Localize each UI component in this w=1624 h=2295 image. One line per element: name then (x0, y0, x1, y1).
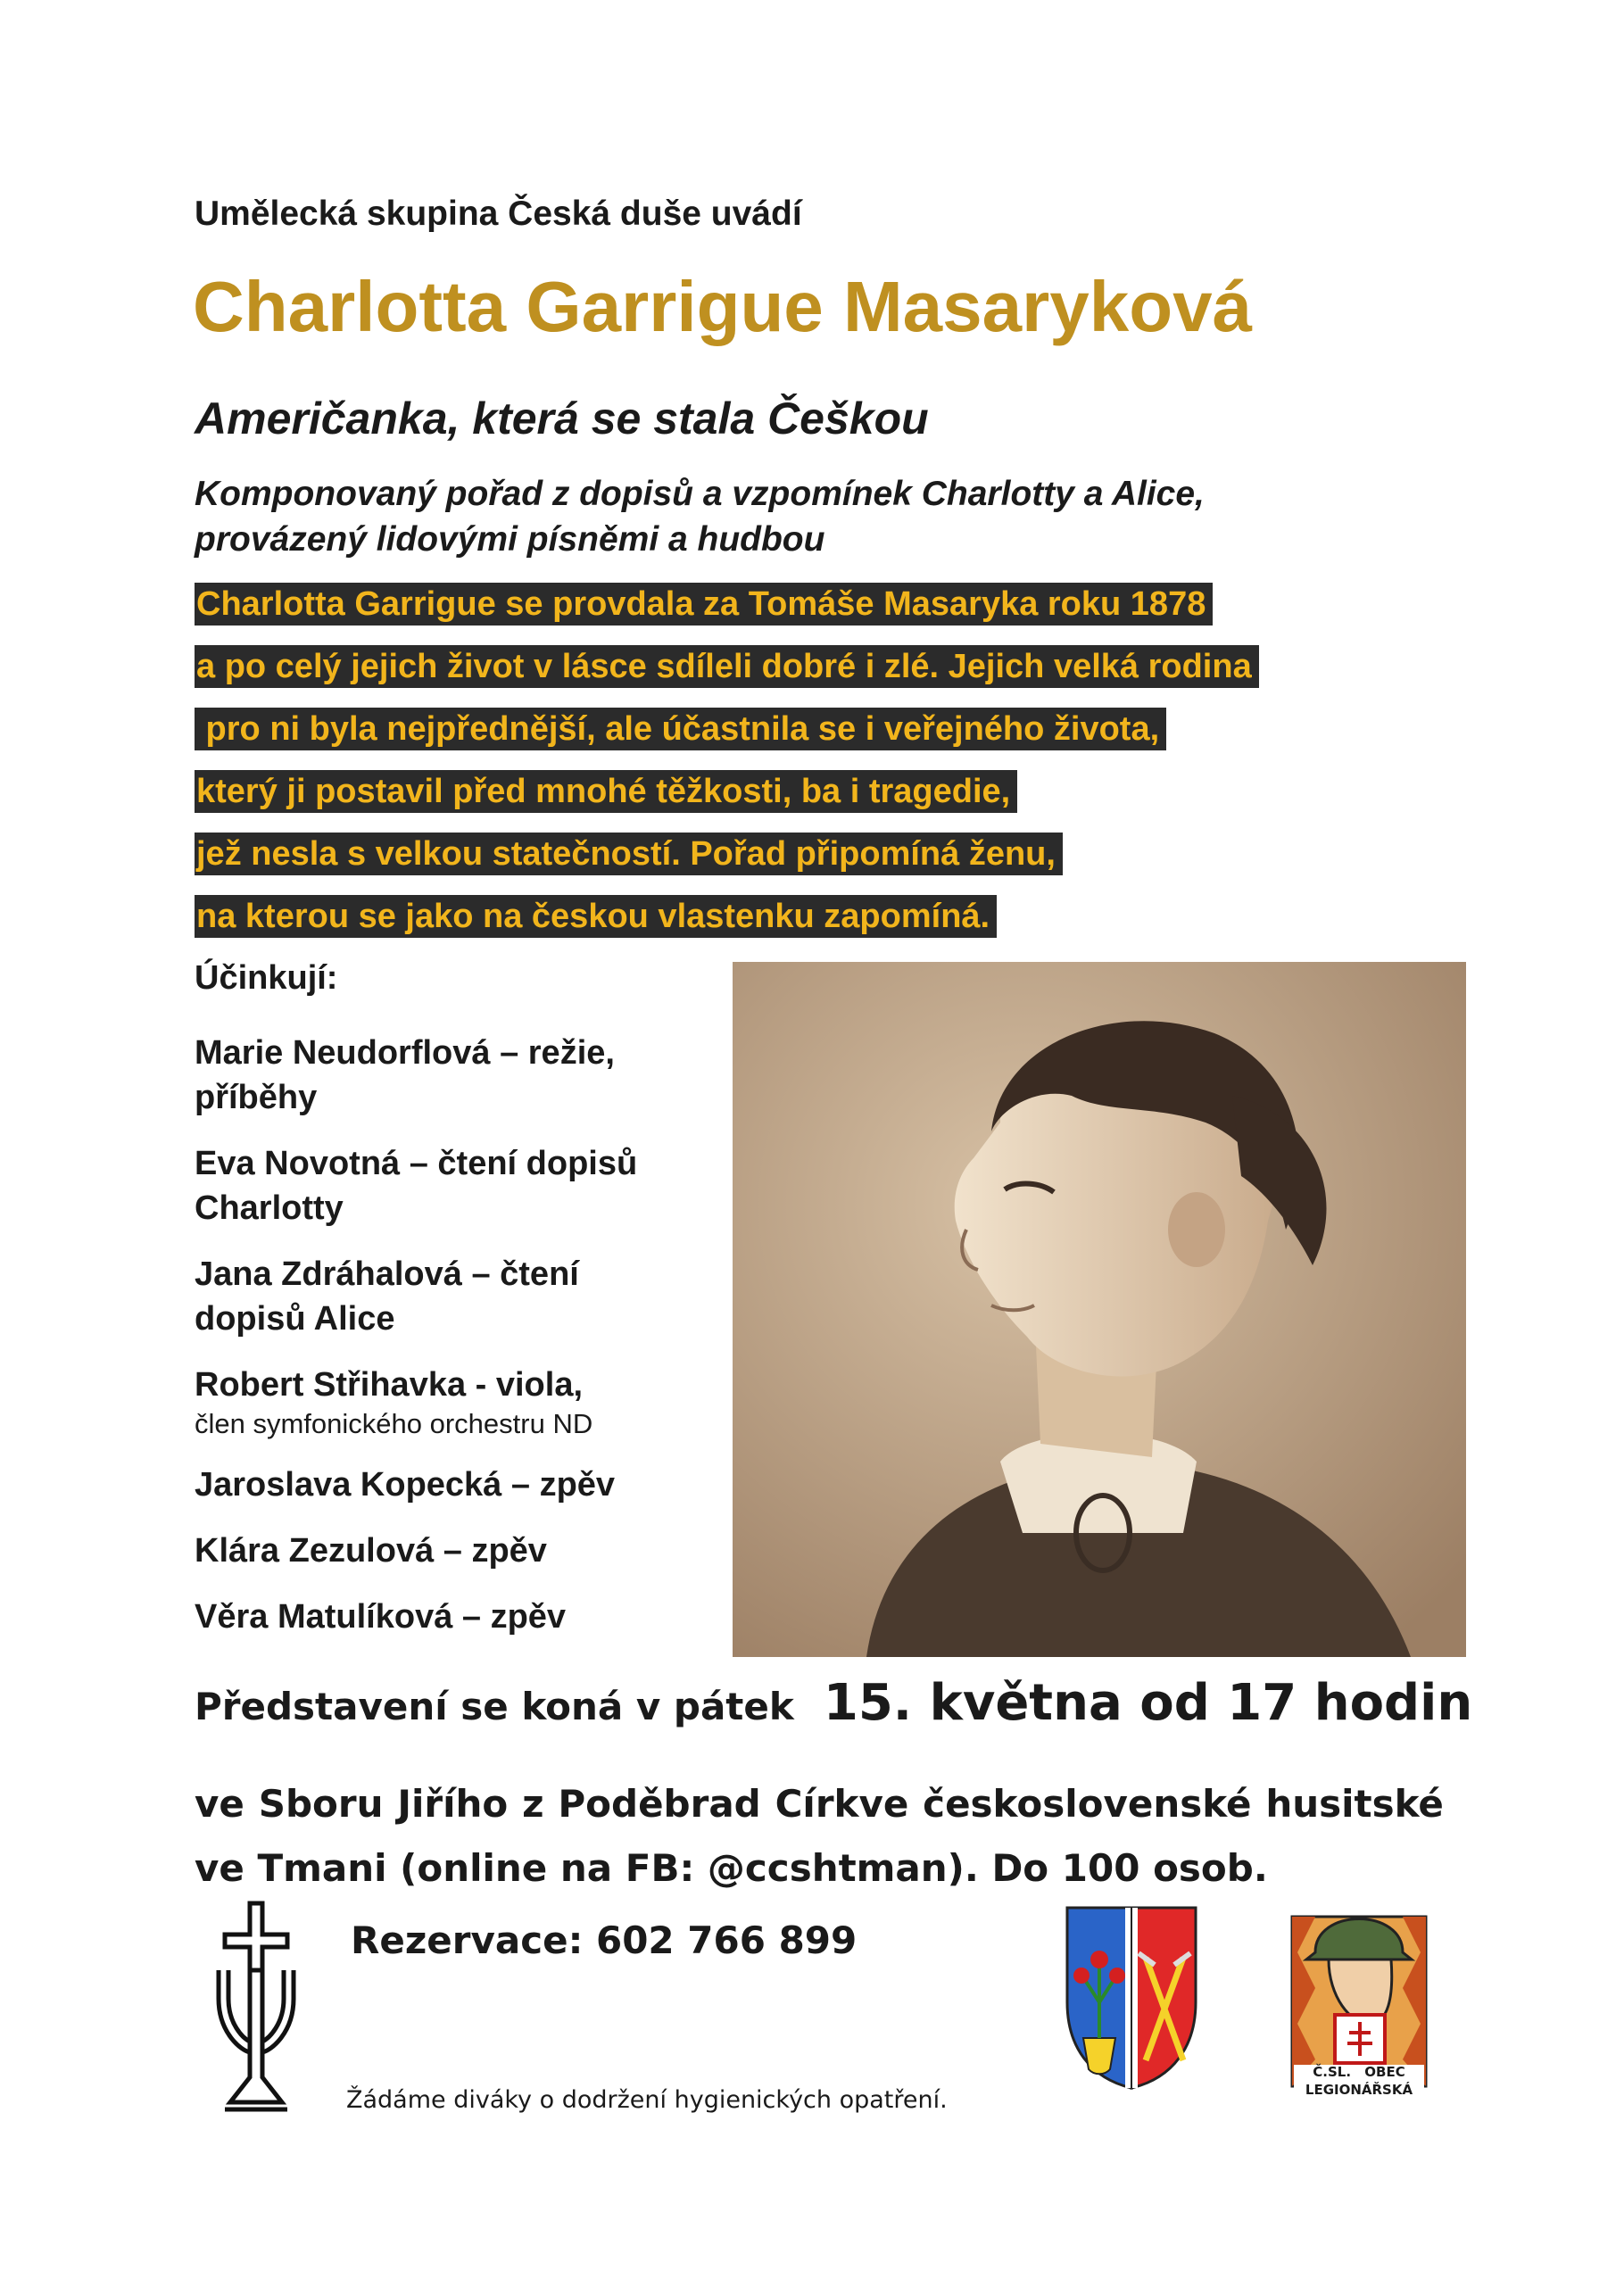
cast-line: Jaroslava Kopecká – zpěv (195, 1466, 616, 1504)
venue-text (195, 1772, 1444, 1901)
venue-word: husitské (1265, 1782, 1444, 1826)
reservation-phone: Rezervace: 602 766 899 (351, 1918, 858, 1962)
highlight-line: Charlotta Garrigue se provdala za Tomáše Masaryka roku 1878 (195, 583, 1213, 626)
cast-list (195, 1031, 730, 1661)
venue-word: Církve (775, 1782, 909, 1826)
highlight-line: jež nesla s velkou statečností. Pořad připomíná ženu, (195, 833, 1063, 875)
highlight-line: a po celý jejich život v lásce sdíleli dobré i zlé. Jejich velká rodina (195, 645, 1259, 688)
performance-lead: Představení se koná v pátek (195, 1685, 794, 1728)
cast-note: člen symfonického orchestru ND (195, 1408, 593, 1439)
cast-line: Charlotty (195, 1189, 344, 1227)
highlight-line: pro ni byla nejpřednější, ale účastnila se i veřejného života, (195, 708, 1166, 750)
venue-line: ve Tmani (online na FB: @ccshtman). Do 100 osob. (195, 1846, 1268, 1890)
cast-line: Robert Střihavka - viola, (195, 1366, 584, 1404)
description-line: provázený lidovými písněmi a hudbou (195, 520, 825, 559)
legion-association-logo (1288, 1890, 1429, 2104)
cast-member (195, 1529, 730, 1573)
venue-word: Poděbrad (558, 1782, 761, 1826)
highlight-line: na kterou se jako na českou vlastenku zapomíná. (195, 895, 997, 938)
cast-heading: Účinkují: (195, 959, 338, 997)
venue-word: z (522, 1782, 544, 1826)
venue-word: Sboru (258, 1782, 384, 1826)
description-line: Komponovaný pořad z dopisů a vzpomínek Charlotty a Alice, (195, 475, 1205, 513)
highlight-line: který ji postavil před mnohé těžkosti, ba i tragedie, (195, 770, 1017, 813)
cast-member (195, 1462, 730, 1507)
cast-line: Eva Novotná – čtení dopisů (195, 1145, 638, 1182)
portrait-photo (733, 962, 1466, 1657)
cast-line: dopisů Alice (195, 1300, 395, 1338)
cast-member (195, 1141, 730, 1230)
cast-member (195, 1595, 730, 1639)
venue-line (195, 1772, 1444, 1836)
venue-word: československé (923, 1782, 1252, 1826)
cast-line: Klára Zezulová – zpěv (195, 1532, 547, 1570)
legion-text: LEGIONÁŘSKÁ (1305, 2082, 1413, 2098)
highlighted-text-block (195, 583, 1259, 957)
cast-line: Jana Zdráhalová – čtení (195, 1255, 579, 1293)
cast-line: Marie Neudorflová – režie, (195, 1034, 615, 1072)
event-description (195, 471, 1205, 562)
hygiene-notice: Žádáme diváky o dodržení hygienických opatření. (346, 2086, 948, 2114)
cast-line: příběhy (195, 1079, 318, 1116)
venue-word: Jiřího (397, 1782, 509, 1826)
performance-date: 15. května od 17 hodin (823, 1674, 1473, 1732)
legion-text: OBEC (1364, 2064, 1405, 2080)
event-title: Charlotta Garrigue Masaryková (193, 267, 1253, 346)
presenter-line: Umělecká skupina Česká duše uvádí (195, 195, 802, 233)
chalice-cross-logo (214, 1899, 298, 2113)
performance-line (195, 1674, 1472, 1732)
municipal-crest-logo (1064, 1904, 1199, 2092)
cast-member (195, 1031, 730, 1120)
event-subtitle: Američanka, která se stala Češkou (195, 394, 929, 443)
cast-member (195, 1363, 730, 1441)
cast-member (195, 1252, 730, 1341)
cast-line: Věra Matulíková – zpěv (195, 1598, 567, 1636)
venue-word: ve (195, 1782, 244, 1826)
legion-text: Č.SL. (1313, 2064, 1352, 2080)
